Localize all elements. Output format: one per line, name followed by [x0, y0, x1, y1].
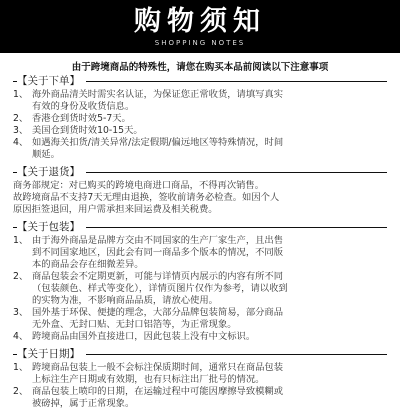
item-number: 4、	[13, 137, 29, 148]
page-subtitle: SHOPPING NOTES	[154, 39, 246, 47]
item-text: 由于海外商品是品牌方交由不同国家的生产厂家生产，且出售	[32, 235, 284, 246]
list-item-continuation	[13, 247, 400, 259]
list-item-continuation	[13, 295, 400, 307]
item-text: 香港仓到货时效5-7天。	[32, 113, 131, 124]
list-item-continuation	[13, 149, 400, 161]
item-number: 3、	[13, 125, 29, 136]
section-heading-packaging	[13, 221, 387, 234]
list-item	[13, 271, 393, 283]
section-heading-label: 【关于下单】	[17, 75, 86, 88]
list-item	[13, 386, 393, 398]
header-banner	[0, 0, 400, 53]
list-item	[13, 89, 393, 101]
item-text: 到不同国家地区，因此会有同一商品多个版本的情况，不同版	[32, 247, 284, 258]
item-number: 1、	[13, 89, 29, 100]
section-heading-order	[13, 75, 387, 88]
section-heading-label: 【关于退货】	[17, 166, 86, 179]
item-number: 3、	[13, 307, 29, 318]
item-text: 的实物为准，不影响商品品质，请放心使用。	[32, 295, 218, 306]
section-heading-returns	[13, 166, 387, 179]
item-text: 上标注生产日期或有效期，也有只标注出厂批号的情况。	[32, 374, 265, 385]
paragraph-line	[13, 204, 393, 216]
item-text: 国外基于环保、便捷的理念，大部分品牌包装简易，部分商品	[32, 307, 284, 318]
item-number: 2、	[13, 113, 29, 124]
item-text: 本的商品会存在细微差异。	[32, 259, 144, 270]
item-text: 跨境商品包装上一般不会标注保质期时间，通常只在商品包装	[32, 362, 284, 373]
list-item-continuation	[13, 319, 400, 331]
list-item-continuation	[13, 374, 400, 386]
section-heading-label: 【关于日期】	[17, 348, 86, 361]
item-text: 有效的身份及收货信息。	[32, 101, 135, 112]
list-item	[13, 362, 393, 374]
item-text: 海外商品清关时需实名认证，为保证您正常收货，请填写真实	[32, 89, 284, 100]
list-item	[13, 125, 393, 137]
section-heading-label: 【关于包装】	[17, 221, 86, 234]
item-text: 美国仓到货时效10-15天。	[32, 125, 143, 136]
list-item-continuation	[13, 283, 400, 295]
item-text: 如遇海关扣货/清关异常/法定假期/偏远地区等特殊情况，时间	[32, 137, 284, 148]
list-item	[13, 307, 393, 319]
list-item	[13, 137, 393, 149]
page-title: 购物须知	[134, 6, 266, 37]
item-number: 2、	[13, 386, 29, 397]
list-item	[13, 235, 393, 247]
item-number: 2、	[13, 271, 29, 282]
intro-text: 由于跨境商品的特殊性，请您在购买本品前阅读以下注意事项	[71, 62, 329, 73]
item-text: 商品包装上喷印的日期，在运输过程中可能因摩擦导致模糊或	[32, 386, 284, 397]
item-text: 顺延。	[32, 149, 60, 160]
list-item	[13, 331, 393, 343]
list-item-continuation	[13, 259, 400, 271]
item-number: 1、	[13, 362, 29, 373]
item-text: 故跨境商品不支持7天无理由退换，签收前请务必检查。如因个人	[13, 192, 280, 203]
list-item-continuation	[13, 101, 400, 113]
item-text: 原因拒签退回，用户需承担来回运费及相关税费。	[13, 204, 218, 215]
item-text: 跨境商品由国外直接进口，因此包装上没有中文标识。	[32, 331, 256, 342]
item-text: 商品包装会不定期更新，可能与详情页内展示的内容有所不同	[32, 271, 284, 282]
item-text: 无外盒、无封口贴、无封口铝箔等，为正常现象。	[32, 319, 237, 330]
item-text: （包装颜色、样式等变化），详情页图片仅作为参考，请以收到	[32, 283, 288, 294]
item-text: 被磅掉，属于正常现象。	[32, 398, 135, 409]
item-text: 商务部规定：对已购买的跨境电商进口商品，不得再次销售。	[13, 180, 265, 191]
list-item	[13, 113, 393, 125]
item-number: 4、	[13, 331, 29, 342]
section-heading-dates	[13, 348, 387, 361]
item-number: 1、	[13, 235, 29, 246]
paragraph-line	[13, 192, 393, 204]
paragraph-line	[13, 180, 393, 192]
